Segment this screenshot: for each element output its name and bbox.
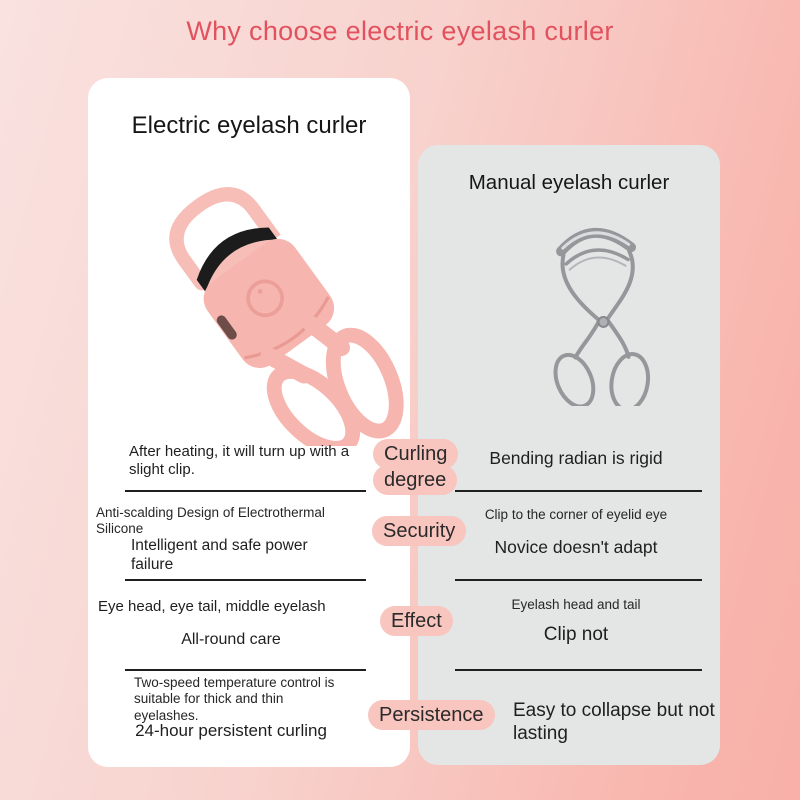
electric-security-text: Intelligent and safe power failure xyxy=(131,537,308,573)
electric-curler-illustration xyxy=(126,168,404,446)
page-title: Why choose electric eyelash curler xyxy=(186,16,614,46)
comparison-label-effect: Effect xyxy=(380,608,453,634)
divider xyxy=(455,490,702,492)
divider xyxy=(125,669,366,671)
manual-curler-illustration xyxy=(502,206,702,406)
divider xyxy=(125,579,366,581)
electric-effect-subtext: Eye head, eye tail, middle eyelash xyxy=(98,598,326,615)
electric-effect-text: All-round care xyxy=(181,631,281,648)
electric-persistence-text: 24-hour persistent curling xyxy=(135,721,327,740)
manual-effect-subtext: Eyelash head and tail xyxy=(511,597,641,612)
divider xyxy=(125,490,366,492)
electric-card-title: Electric eyelash curler xyxy=(131,112,367,139)
electric-curling-text: After heating, it will turn up with a slight clip. xyxy=(129,443,350,479)
comparison-label-security: Security xyxy=(372,518,466,544)
manual-persistence-text: Easy to collapse but not lasting xyxy=(513,700,715,745)
manual-effect-text: Clip not xyxy=(543,624,609,645)
divider xyxy=(455,579,702,581)
comparison-label-persistence: Persistence xyxy=(368,702,495,728)
electric-security-subtext: Anti-scalding Design of Electrothermal Silicone xyxy=(96,505,325,537)
divider xyxy=(455,669,702,671)
comparison-label-curling: Curling degree xyxy=(373,441,471,493)
manual-card-title: Manual eyelash curler xyxy=(468,171,670,194)
electric-persistence-subtext: Two-speed temperature control is suitable for thick and thin eyelashes. xyxy=(134,675,335,723)
manual-curling-text: Bending radian is rigid xyxy=(489,448,663,468)
manual-security-subtext: Clip to the corner of eyelid eye xyxy=(484,507,668,522)
manual-security-text: Novice doesn't adapt xyxy=(494,537,658,557)
